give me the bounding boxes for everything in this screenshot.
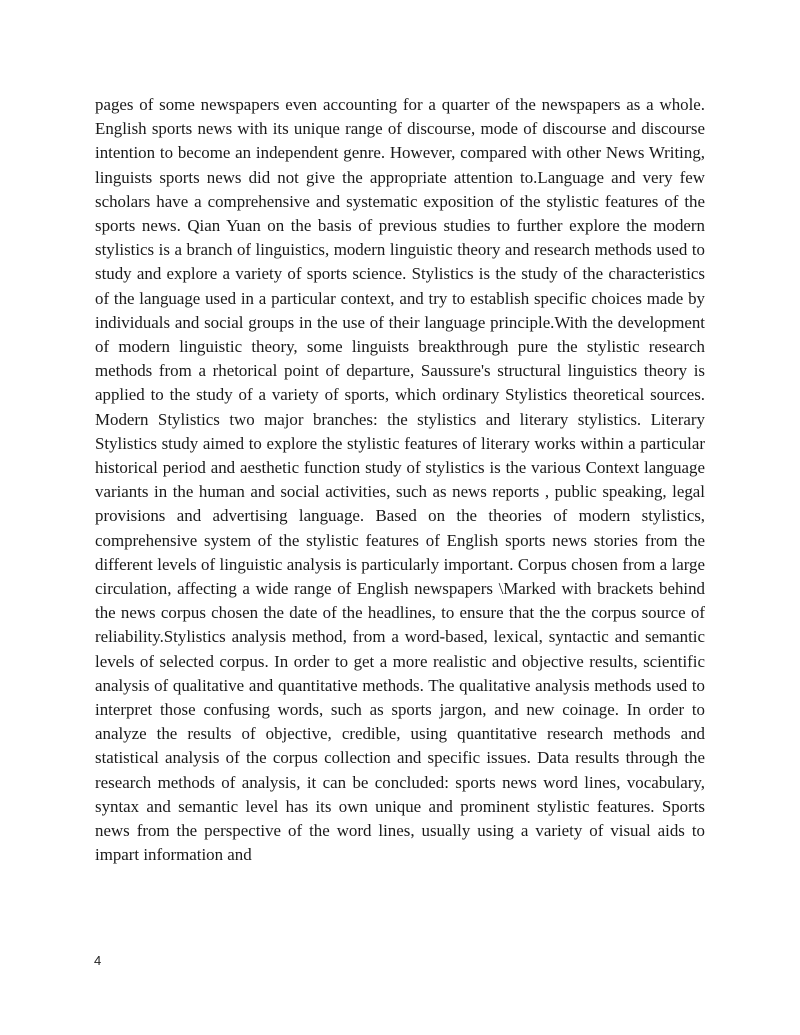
body-paragraph: pages of some newspapers even accounting for a quarter of the newspapers as a whole. English sports news with its unique range of discourse, mode of discourse and discourse intention to become an independent genre. However, compared with other News Writing, linguists sports news did not give the appropriate attention to.Language and very few scholars have a comprehensive and systematic exposition of the stylistic features of the sports news. Qian Yuan on the basis of previous studies to further explore the modern stylistics is a branch of linguistics, modern linguistic theory and research methods used to study and explore a variety of sports science. Stylistics is the study of the characteristics of the language used in a particular context, and try to establish specific choices made by individuals and social groups in the use of their language principle.With the development of modern linguistic theory, some linguists breakthrough pure the stylistic research methods from a rhetorical point of departure, Saussure's structural linguistics theory is applied to the study of a variety of sports, which ordinary Stylistics theoretical sources. Modern Stylistics two major branches: the stylistics and literary stylistics. Literary Stylistics study aimed to explore the stylistic features of literary works within a particular historical period and aesthetic function study of stylistics is the various Context language variants in the human and social activities, such as news reports , public speaking, legal provisions and advertising language. Based on the theories of modern stylistics, comprehensive system of the stylistic features of English sports news stories from the different levels of linguistic analysis is particularly important. Corpus chosen from a large circulation, affecting a wide range of English newspapers \Marked with brackets behind the news corpus chosen the date of the headlines, to ensure that the the corpus source of reliability.Stylistics analysis method, from a word-based, lexical, syntactic and semantic levels of selected corpus. In order to get a more realistic and objective results, scientific analysis of qualitative and quantitative methods. The qualitative analysis methods used to interpret those confusing words, such as sports jargon, and new coinage. In order to analyze the results of objective, credible, using quantitative research methods and statistical analysis of the corpus collection and specific issues. Data results through the research methods of analysis, it can be concluded: sports news word lines, vocabulary, syntax and semantic level has its own unique and prominent stylistic features. Sports news from the perspective of the word lines, usually using a variety of visual aids to impart information and	[95, 95, 705, 865]
page-number: 4	[94, 953, 102, 968]
